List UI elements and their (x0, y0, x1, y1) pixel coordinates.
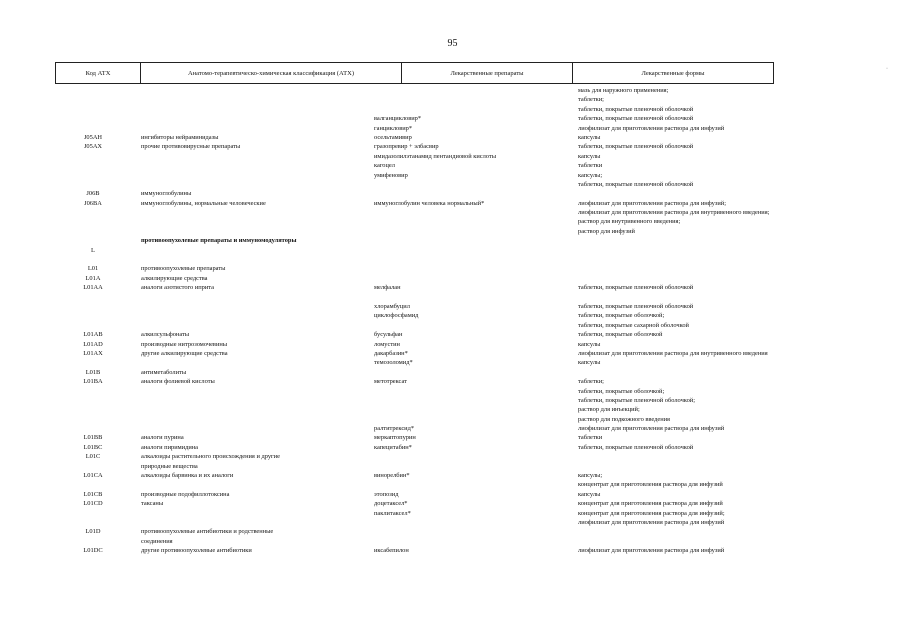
table-row (0, 217, 905, 226)
table-row (0, 133, 905, 142)
drug-name: гразопревир + элбасвир (374, 143, 439, 151)
table-row (0, 171, 905, 180)
drug-name: хлорамбуцил (374, 302, 410, 310)
classification-name: аналоги пурина (141, 434, 184, 442)
table-row (0, 433, 905, 442)
table-row (0, 330, 905, 339)
classification-name: производные нитрозомочевины (141, 340, 228, 348)
classification-name: алкилсульфонаты (141, 331, 190, 339)
classification-name: аналоги пиримидина (141, 443, 199, 451)
table-row (0, 124, 905, 133)
dosage-form: капсулы (578, 340, 601, 348)
stray-mark: · (886, 66, 888, 72)
dosage-form: таблетки, покрытые пленочной оболочкой (578, 115, 694, 123)
dosage-form: лиофилизат для приготовления раствора для инфузий; (578, 199, 726, 207)
classification-name: производные подофиллотоксина (141, 490, 230, 498)
page-number: 95 (447, 38, 458, 49)
table-row (0, 302, 905, 311)
dosage-form: таблетки (578, 434, 603, 442)
atc-code: L01A (85, 274, 101, 282)
table-row (0, 227, 905, 236)
drug-name: метотрексат (374, 378, 407, 386)
table-row (0, 283, 905, 292)
table-row (0, 452, 905, 461)
dosage-form: лиофилизат для приготовления раствора для внутривенного введения; (578, 209, 770, 217)
dosage-form: концентрат для приготовления раствора для инфузий (578, 500, 723, 508)
classification-name: аналоги азотистого иприта (141, 284, 214, 292)
table-row (0, 415, 905, 424)
dosage-form: таблетки, покрытые пленочной оболочкой (578, 443, 694, 451)
classification-name: другие противоопухолевые антибиотики (141, 547, 252, 555)
table-row (0, 142, 905, 151)
dosage-form: раствор для подкожного введения (578, 415, 671, 423)
header-forms: Лекарственные формы (641, 69, 705, 77)
drug-name: иксабепилон (374, 547, 409, 555)
dosage-form: концентрат для приготовления раствора для инфузий (578, 481, 723, 489)
dosage-form: таблетки, покрытые пленочной оболочкой (578, 180, 694, 188)
table-row (0, 349, 905, 358)
dosage-form: капсулы (578, 490, 601, 498)
table-row (0, 518, 905, 527)
atc-code: L01CB (83, 490, 103, 498)
atc-code: L (91, 246, 95, 254)
atc-code: L01C (85, 453, 101, 461)
dosage-form: лиофилизат для приготовления раствора для внутривенного введения (578, 349, 768, 357)
table-row (0, 180, 905, 189)
table-row (0, 377, 905, 386)
atc-code: J05AX (83, 143, 103, 151)
atc-code: L01AD (83, 340, 103, 348)
atc-code: J06BA (84, 199, 102, 207)
drug-name: этопозид (374, 490, 399, 498)
drug-name: капецитабин* (374, 443, 412, 451)
drug-name: винорелбин* (374, 472, 410, 480)
dosage-form: раствор для инфузий (578, 227, 635, 235)
dosage-form: таблетки, покрытые пленочной оболочкой; (578, 396, 695, 404)
dosage-form: капсулы (578, 359, 601, 367)
dosage-form: капсулы (578, 133, 601, 141)
dosage-form: мазь для наружного применения; (578, 87, 669, 94)
dosage-form: таблетки, покрытые пленочной оболочкой (578, 105, 694, 113)
table-row (0, 424, 905, 433)
drug-name: доцетаксел* (374, 500, 408, 508)
dosage-form: таблетки, покрытые пленочной оболочкой (578, 143, 694, 151)
table-row (0, 490, 905, 499)
table-row (0, 358, 905, 367)
atc-code: L01BA (83, 378, 103, 386)
header-classification: Анатомо-терапевтическо-химическая классификация (АТХ) (187, 69, 355, 77)
table-row (0, 509, 905, 518)
table-row (0, 340, 905, 349)
table-row (0, 527, 905, 536)
dosage-form: раствор для внутривенного введения; (578, 218, 681, 226)
table-row (0, 208, 905, 217)
dosage-form: таблетки, покрытые оболочкой; (578, 387, 665, 395)
classification-name: алкалоиды растительного происхождения и другие (141, 453, 280, 461)
drug-name: осельтамивир (374, 133, 412, 141)
table-row (0, 246, 905, 255)
dosage-form: таблетки, покрытые пленочной оболочкой (578, 302, 694, 310)
table-row (0, 387, 905, 396)
classification-name: другие алкилирующие средства (141, 349, 228, 357)
drug-name: ралтитрексид* (374, 425, 415, 433)
table-row (0, 95, 905, 104)
drug-name: дакарбазин* (374, 349, 408, 357)
dosage-form: капсулы; (578, 171, 603, 179)
header-code: Код АТХ (85, 69, 111, 77)
table-row (0, 321, 905, 330)
atc-code: L01 (87, 265, 99, 273)
table-row (0, 199, 905, 208)
dosage-form: лиофилизат для приготовления раствора для инфузий (578, 124, 725, 132)
table-row (0, 396, 905, 405)
dosage-form: лиофилизат для приготовления раствора для инфузий (578, 518, 725, 526)
classification-name: алкалоиды барвинка и их аналоги (141, 472, 234, 480)
table-row (0, 264, 905, 273)
dosage-form: капсулы; (578, 472, 603, 480)
classification-name: алкилирующие средства (141, 274, 208, 282)
atc-code: J06B (86, 190, 100, 198)
atc-code: L01AX (83, 349, 103, 357)
drug-name: темозоломид* (374, 359, 413, 367)
table-row (0, 293, 905, 302)
drug-name: циклофосфамид (374, 312, 419, 320)
atc-code: L01B (85, 368, 101, 376)
table-row (0, 86, 905, 95)
dosage-form: раствор для инъекций; (578, 406, 640, 414)
drug-name: паклитаксел* (374, 509, 411, 517)
classification-name: антиметаболиты (141, 368, 187, 376)
atc-code: L01AA (83, 284, 103, 292)
table-row (0, 546, 905, 555)
drug-name: иммуноглобулин человека нормальный* (374, 199, 485, 207)
dosage-form: лиофилизат для приготовления раствора для инфузий (578, 425, 725, 433)
table-row (0, 471, 905, 480)
classification-name: иммуноглобулины, нормальные человеческие (141, 199, 266, 207)
table-row (0, 537, 905, 546)
table-row (0, 161, 905, 170)
dosage-form: таблетки; (578, 96, 604, 104)
drug-name: меркаптопурин (374, 434, 416, 442)
table-row (0, 152, 905, 161)
classification-name: таксаны (141, 500, 164, 508)
classification-name: иммуноглобулины (141, 190, 192, 198)
classification-name: аналоги фолиевой кислоты (141, 378, 215, 386)
dosage-form: таблетки, покрытые оболочкой (578, 331, 663, 339)
table-row (0, 311, 905, 320)
table-row (0, 368, 905, 377)
classification-name: противоопухолевые препараты и иммуномодуляторы (141, 237, 297, 245)
table-row (0, 405, 905, 414)
table-row (0, 105, 905, 114)
header-drugs: Лекарственные препараты (450, 69, 524, 77)
table-row (0, 114, 905, 123)
classification-name: противоопухолевые антибиотики и родственные (141, 528, 274, 536)
drug-name: валганцикловир* (374, 115, 422, 123)
drug-name: мелфалан (374, 284, 401, 292)
classification-name: прочие противовирусные препараты (141, 143, 241, 151)
dosage-form: таблетки (578, 162, 603, 170)
atc-code: L01CD (83, 500, 103, 508)
drug-name: имидазолилэтанамид пентандиовой кислоты (374, 152, 496, 160)
dosage-form: таблетки, покрытые сахарной оболочкой (578, 321, 689, 329)
atc-code: L01D (85, 528, 101, 536)
atc-code: L01DC (83, 547, 103, 555)
drug-name: ломустин (374, 340, 400, 348)
drug-name: кагоцел (374, 162, 395, 170)
table-row (0, 255, 905, 264)
table-row (0, 236, 905, 245)
dosage-form: капсулы (578, 152, 601, 160)
dosage-form: таблетки, покрытые оболочкой; (578, 312, 665, 320)
drug-name: ганцикловир* (374, 124, 413, 132)
atc-code: J05AH (83, 133, 103, 141)
table-row (0, 462, 905, 471)
classification-name: ингибиторы нейраминидазы (141, 133, 219, 141)
drug-name: умифеновир (374, 171, 408, 179)
drug-name: бусульфан (374, 331, 403, 339)
table-body (0, 86, 905, 556)
dosage-form: таблетки; (578, 378, 604, 386)
atc-code: L01BB (83, 434, 103, 442)
classification-name: природные вещества (141, 462, 198, 470)
atc-code: L01BC (83, 443, 103, 451)
table-row (0, 443, 905, 452)
table-row (0, 480, 905, 489)
classification-name: соединения (141, 537, 173, 545)
dosage-form: лиофилизат для приготовления раствора для инфузий (578, 547, 725, 555)
dosage-form: концентрат для приготовления раствора для инфузий; (578, 509, 725, 517)
table-row (0, 189, 905, 198)
table-header (55, 62, 774, 84)
table-row (0, 499, 905, 508)
dosage-form: таблетки, покрытые пленочной оболочкой (578, 284, 694, 292)
atc-code: L01AB (83, 331, 103, 339)
table-row (0, 274, 905, 283)
atc-code: L01CA (83, 472, 103, 480)
classification-name: противоопухолевые препараты (141, 265, 226, 273)
